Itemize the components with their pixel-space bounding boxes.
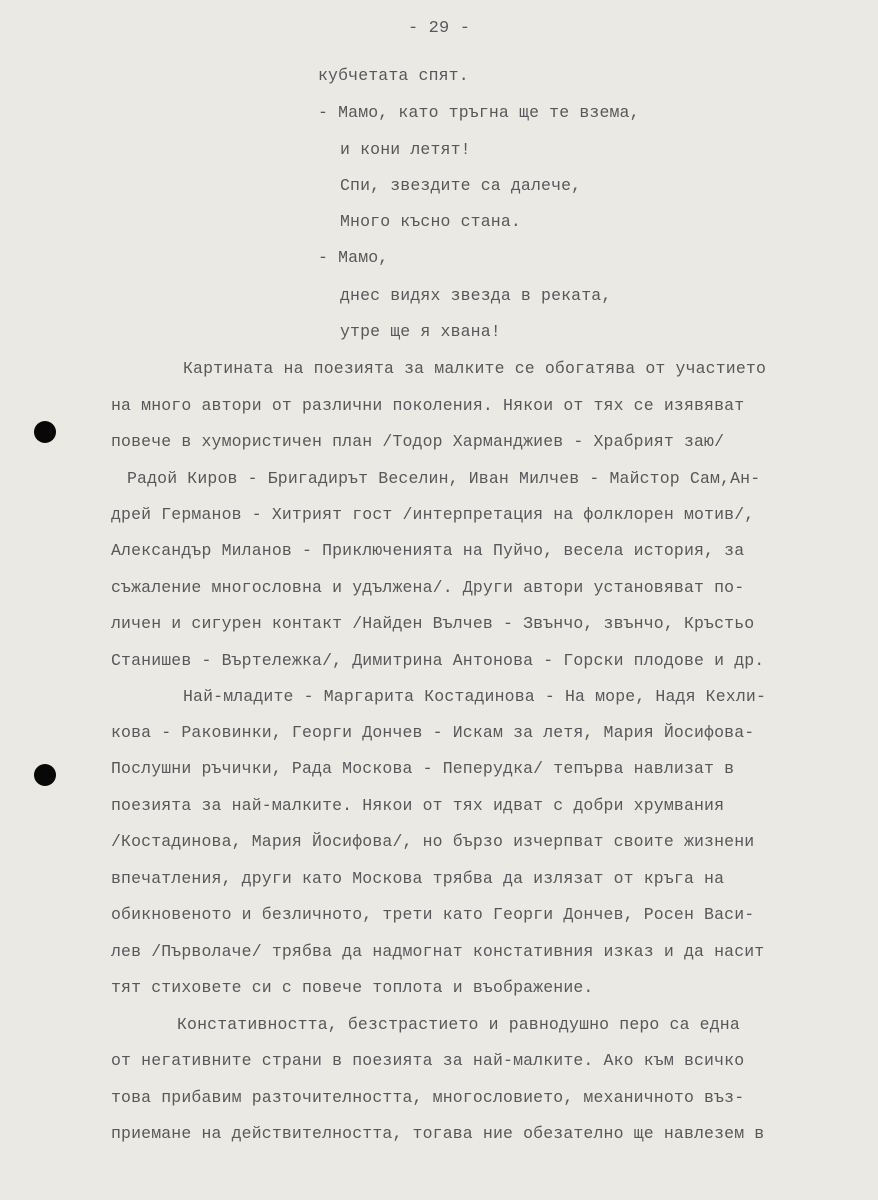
paragraph-line: поезията за най-малките. Някои от тях идват с добри хрумвания xyxy=(111,796,725,815)
poem-line: утре ще я хвана! xyxy=(340,322,501,341)
poem-line: - Мамо, като тръгна ще те взема, xyxy=(318,103,640,122)
punch-hole-top xyxy=(34,421,56,443)
page-number: - 29 - xyxy=(407,19,471,38)
poem-line: и кони летят! xyxy=(340,140,471,159)
paragraph-line: Александър Миланов - Приключенията на Пуйчо, весела история, за xyxy=(111,541,745,560)
poem-line: днес видях звезда в реката, xyxy=(340,286,612,305)
paragraph-line: от негативните страни в поезията за най-малките. Ако към всичко xyxy=(111,1051,745,1070)
paragraph-line: кова - Раковинки, Георги Дончев - Искам за летя, Мария Йосифова- xyxy=(111,723,755,742)
paragraph-line: Картината на поезията за малките се обогатява от участието xyxy=(183,359,766,378)
paragraph-line: съжаление многословна и удължена/. Други автори установяват по- xyxy=(111,578,745,597)
paragraph-line: Послушни ръчички, Рада Москова - Пеперудка/ тепърва навлизат в xyxy=(111,759,735,778)
poem-line: - Мамо, xyxy=(318,248,389,267)
punch-hole-bottom xyxy=(34,764,56,786)
paragraph-line: повече в хумористичен план /Тодор Харманджиев - Храбрият заю/ xyxy=(111,432,725,451)
paragraph-line: обикновеното и безличното, трети като Георги Дончев, Росен Васи- xyxy=(111,905,755,924)
paragraph-line: /Костадинова, Мария Йосифова/, но бързо изчерпват своите жизнени xyxy=(111,832,755,851)
paragraph-line: Най-младите - Маргарита Костадинова - На море, Надя Кехли- xyxy=(183,687,766,706)
paragraph-line: Констативността, безстрастието и равнодушно перо са една xyxy=(177,1015,740,1034)
paragraph-line: това прибавим разточителността, многословието, механичното въз- xyxy=(111,1088,745,1107)
paragraph-line: лев /Първолаче/ трябва да надмогнат констативния изказ и да насит xyxy=(111,942,765,961)
paragraph-line: Станишев - Въртележка/, Димитрина Антонова - Горски плодове и др. xyxy=(111,651,765,670)
paragraph-line: Радой Киров - Бригадирът Веселин, Иван Милчев - Майстор Сам,Ан- xyxy=(127,469,761,488)
paragraph-line: личен и сигурен контакт /Найден Вълчев - Звънчо, звънчо, Кръстьо xyxy=(111,614,755,633)
poem-line: кубчетата спят. xyxy=(318,66,469,85)
paragraph-line: тят стиховете си с повече топлота и въображение. xyxy=(111,978,594,997)
poem-line: Спи, звездите са далече, xyxy=(340,176,582,195)
paragraph-line: приемане на действителността, тогава ние обезателно ще навлезем в xyxy=(111,1124,765,1143)
paragraph-line: на много автори от различни поколения. Някои от тях се изявяват xyxy=(111,396,745,415)
paragraph-line: впечатления, други като Москова трябва да излязат от кръга на xyxy=(111,869,725,888)
poem-line: Много късно стана. xyxy=(340,212,521,231)
paragraph-line: дрей Германов - Хитрият гост /интерпретация на фолклорен мотив/, xyxy=(111,505,755,524)
